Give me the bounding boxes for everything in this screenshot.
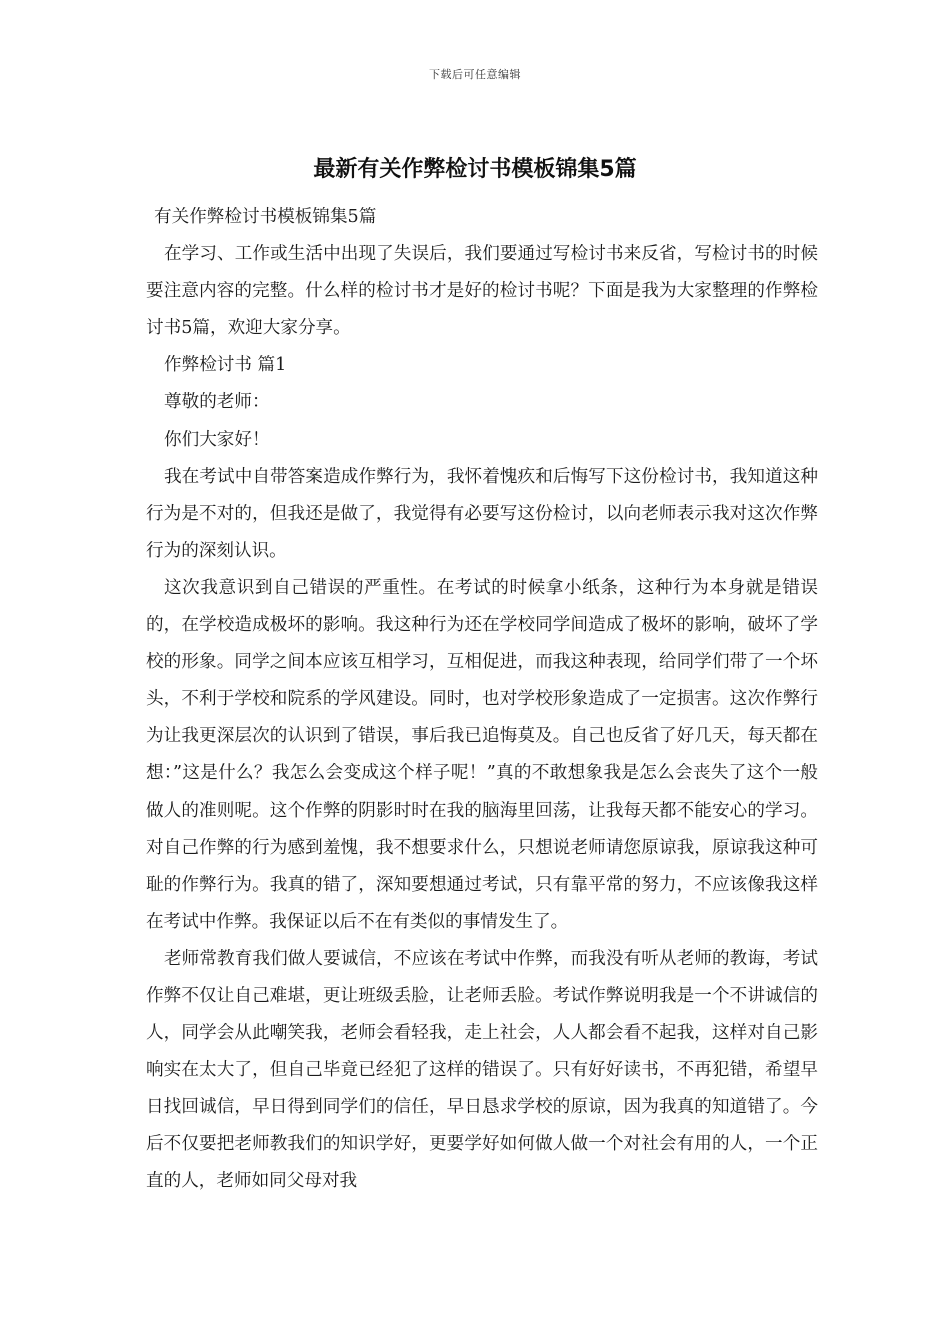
document-title: 最新有关作弊检讨书模板锦集5篇	[313, 157, 637, 182]
body-paragraph: 我在考试中自带答案造成作弊行为，我怀着愧疚和后悔写下这份检讨书，我知道这种行为是不对的，但我还是做了，我觉得有必要写这份检讨，以向老师表示我对这次作弊行为的深刻认识。	[146, 466, 818, 561]
salutation: 尊敬的老师：	[164, 392, 270, 413]
body-paragraph: 老师常教育我们做人要诚信，不应该在考试中作弊，而我没有听从老师的教诲，考试作弊不仅让自己难堪，更让班级丢脸，让老师丢脸。考试作弊说明我是一个不讲诚信的人，同学会从此嘲笑我，老师会看轻我，走上社会，人人都会看不起我，这样对自己影响实在太大了，但自己毕竟已经犯了这样的错误了。只有好好读书，不再犯错，希望早日找回诚信，早日得到同学们的信任，早日恳求学校的原谅，因为我真的知道错了。今后不仅要把老师教我们的知识学好，更要学好如何做人做一个对社会有用的人，一个正直的人，老师如同父母对我	[146, 948, 818, 1192]
greeting: 你们大家好！	[164, 429, 270, 450]
header-note: 下载后可任意编辑	[429, 68, 521, 81]
body-paragraph: 这次我意识到自己错误的严重性。在考试的时候拿小纸条，这种行为本身就是错误的，在学校造成极坏的影响。我这种行为还在学校同学间造成了极坏的影响，破坏了学校的形象。同学之间本应该互相学习，互相促进，而我这种表现，给同学们带了一个坏头，不利于学校和院系的学风建设。同时，也对学校形象造成了一定损害。这次作弊行为让我更深层次的认识到了错误，事后我已追悔莫及。自己也反省了好几天，每天都在想：”这是什么？我怎么会变成这个样子呢！”真的不敢想象我是怎么会丧失了这个一般做人的准则呢。这个作弊的阴影时时在我的脑海里回荡，让我每天都不能安心的学习。对自己作弊的行为感到羞愧，我不想要求什么，只想说老师请您原谅我，原谅我这种可耻的作弊行为。我真的错了，深知要想通过考试，只有靠平常的努力，不应该像我这样在考试中作弊。我保证以后不在有类似的事情发生了。	[146, 577, 818, 932]
section-heading: 作弊检讨书 篇1	[164, 355, 287, 376]
document-body	[146, 199, 818, 1201]
subtitle-paragraph: 有关作弊检讨书模板锦集5篇	[154, 207, 377, 227]
intro-paragraph: 在学习、工作或生活中出现了失误后，我们要通过写检讨书来反省，写检讨书的时候要注意内容的完整。什么样的检讨书才是好的检讨书呢？下面是我为大家整理的作弊检讨书5篇，欢迎大家分享。	[146, 244, 818, 339]
